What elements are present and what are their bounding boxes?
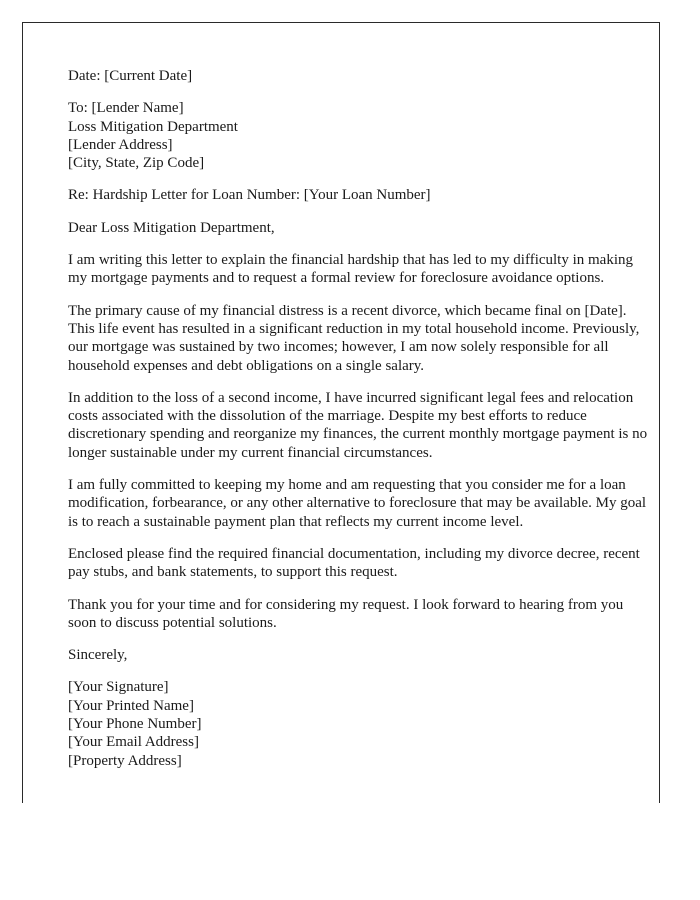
date-block (68, 67, 648, 85)
recipient-line-4: [City, State, Zip Code] (68, 155, 205, 172)
subject-block (68, 186, 648, 204)
subject-line: Re: Hardship Letter for Loan Number: [Your Loan Number] (68, 187, 431, 204)
closing-block (68, 646, 648, 664)
body-paragraph-3: In addition to the loss of a second income, I have incurred significant legal fees and relocation costs associated with the dissolution of the marriage. Despite my best efforts to reduce discretionary spending and reorganize my finances, the current monthly mortgage payment is no longer sustainable under my current financial circumstances. (68, 389, 648, 461)
body-paragraph-5: Enclosed please find the required financial documentation, including my divorce decree, recent pay stubs, and bank statements, to support this request. (68, 545, 640, 581)
recipient-line-1: To: [Lender Name] (68, 100, 184, 117)
salutation-line: Dear Loss Mitigation Department, (68, 219, 275, 236)
signature-line-1: [Your Signature] (68, 679, 169, 696)
body-paragraph-2: The primary cause of my financial distress is a recent divorce, which became final on [Date]. This life event has resulted in a significant reduction in my total household income. Previously, our mortgage was sustained by two incomes; however, I am now solely responsible for all household expenses and debt obligations on a single salary. (68, 302, 640, 374)
recipient-line-3: [Lender Address] (68, 136, 173, 153)
salutation-block (68, 219, 648, 237)
letter-content (68, 67, 648, 770)
signature-block (68, 678, 648, 769)
signature-line-4: [Your Email Address] (68, 734, 199, 751)
closing-line: Sincerely, (68, 647, 128, 664)
recipient-line-2: Loss Mitigation Department (68, 118, 238, 135)
body-paragraph-4: I am fully committed to keeping my home and am requesting that you consider me for a loan modification, forbearance, or any other alternative to foreclosure that may be available. My goal is to reach a sustainable payment plan that reflects my current income level. (68, 477, 647, 530)
signature-line-3: [Your Phone Number] (68, 716, 202, 733)
recipient-address-block (68, 99, 648, 172)
signature-line-5: [Property Address] (68, 752, 182, 769)
date-line: Date: [Current Date] (68, 68, 193, 84)
body-paragraph-1: I am writing this letter to explain the financial hardship that has led to my difficulty in making my mortgage payments and to request a formal review for foreclosure avoidance options. (68, 252, 634, 287)
body-paragraph-6: Thank you for your time and for considering my request. I look forward to hearing from you soon to discuss potential solutions. (68, 596, 624, 631)
letter-page (22, 22, 660, 803)
signature-line-2: [Your Printed Name] (68, 697, 194, 714)
